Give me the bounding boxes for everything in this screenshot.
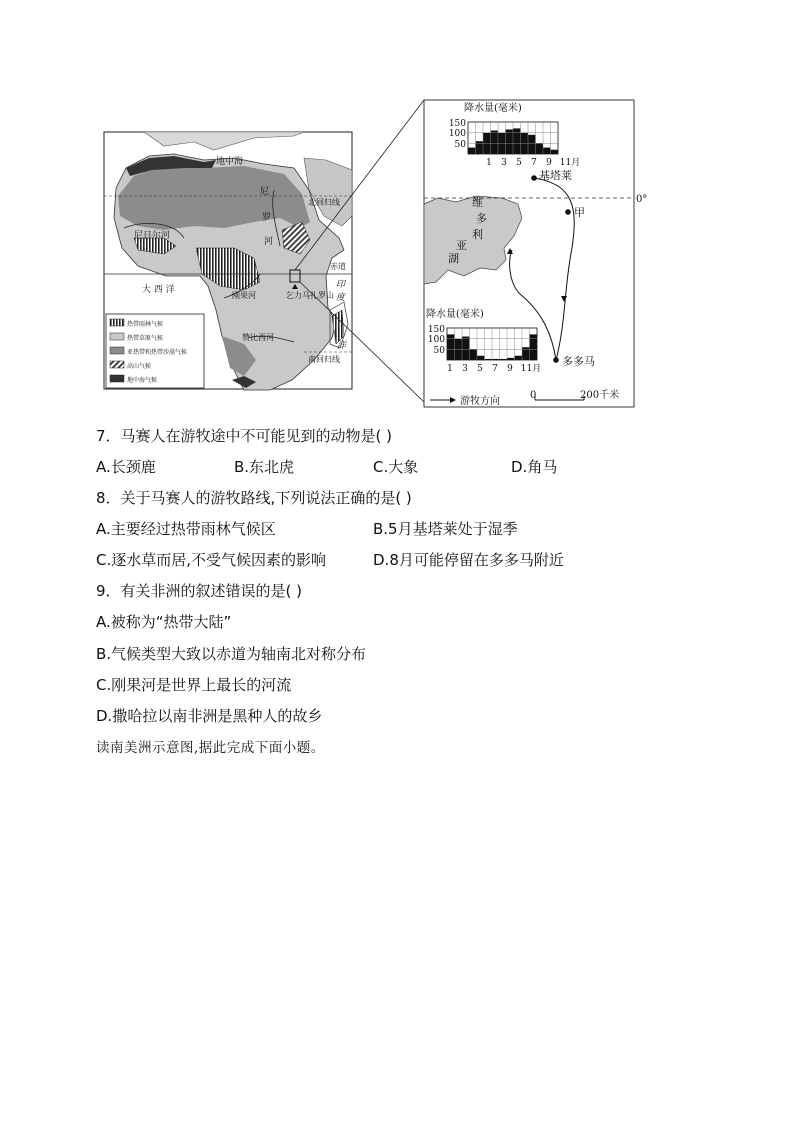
chart-kitale-bar-10: [536, 143, 544, 154]
label-congo: 刚果河: [232, 291, 256, 300]
question-8-option-c[interactable]: C.逐水草而居,不受气候因素的影响: [96, 551, 327, 569]
chart-kitale-bar-6: [506, 129, 514, 154]
label-indian-1: 印: [336, 280, 346, 290]
lake-label-4: 亚: [456, 239, 467, 252]
label-tropic-north: 北回归线: [308, 198, 340, 207]
chart-top-ytick-150: 150: [448, 119, 466, 129]
question-9-stem: 9．有关非洲的叙述错误的是( ): [96, 582, 303, 600]
place-label-jia: 甲: [574, 206, 585, 219]
label-tropic-south: 南回归线: [308, 355, 340, 364]
lake-label-2: 多: [476, 212, 487, 225]
question-8-option-b[interactable]: B.5月基塔莱处于湿季: [373, 520, 518, 538]
chart-kitale-bar-4: [491, 131, 499, 154]
lake-label-3: 利: [472, 228, 483, 241]
chart-dodoma-bar-5: [477, 356, 485, 360]
chart-kitale-bar-7: [513, 128, 521, 154]
chart-top-ytick-100: 100: [448, 129, 466, 139]
chart-top-title: 降水量(毫米): [464, 103, 522, 114]
legend-label-highland: 高山气候: [127, 363, 152, 370]
legend-swatch-desert: [110, 347, 124, 354]
chart-bottom-xtick-5: 5: [477, 364, 483, 374]
question-9-option-b[interactable]: B.气候类型大致以赤道为轴南北对称分布: [96, 645, 367, 663]
question-9-option-a[interactable]: A.被称为“热带大陆”: [96, 613, 232, 631]
place-label-kitale: 基塔莱: [539, 169, 572, 182]
lake-label-1: 维: [472, 196, 483, 209]
chart-top-xtick-1: 1: [486, 158, 492, 168]
lake-label-5: 湖: [448, 252, 459, 265]
label-mediterranean: 地中海: [216, 157, 244, 167]
chart-dodoma-bar-4: [470, 349, 478, 360]
chart-dodoma-bar-1: [447, 334, 455, 360]
question-9-option-c[interactable]: C.刚果河是世界上最长的河流: [96, 676, 292, 694]
place-label-dodoma: 多多马: [562, 355, 595, 368]
label-niger: 尼日尔河: [134, 231, 171, 241]
chart-bottom-xtick-1: 1: [447, 364, 453, 374]
legend-swatch-highland: [110, 361, 124, 368]
legend-swatch-rainforest: [110, 319, 124, 326]
question-7-option-a[interactable]: A.长颈鹿: [96, 458, 156, 476]
chart-top-ytick-50: 50: [454, 140, 466, 150]
label-equator: 赤道: [330, 262, 346, 271]
chart-bottom-xtick-3: 3: [462, 364, 468, 374]
chart-dodoma-bar-6: [485, 359, 493, 360]
label-nile-3: 河: [264, 237, 274, 247]
next-section-note: 读南美洲示意图,据此完成下面小题。: [96, 740, 325, 756]
label-nile-1: 尼: [260, 187, 270, 197]
question-7-option-d[interactable]: D.角马: [511, 458, 558, 476]
legend-arrow-label: 游牧方向: [460, 396, 500, 407]
chart-dodoma-bar-10: [515, 356, 523, 360]
question-8-option-a[interactable]: A.主要经过热带雨林气候区: [96, 520, 276, 538]
chart-kitale-bar-11: [543, 148, 551, 154]
question-7-option-b[interactable]: B.东北虎: [234, 458, 295, 476]
chart-dodoma-bar-3: [462, 337, 470, 360]
africa-figure: [104, 98, 648, 410]
label-nile-2: 罗: [262, 213, 272, 223]
inset-equator-label: 0°: [636, 194, 648, 205]
chart-kitale-bar-12: [551, 150, 559, 154]
question-8-stem: 8．关于马赛人的游牧路线,下列说法正确的是( ): [96, 489, 412, 507]
climate-legend: [106, 314, 204, 388]
place-marker-kitale: [531, 175, 537, 181]
chart-top-xtick-7: 7: [531, 158, 537, 168]
label-zambezi: 赞比西河: [242, 333, 274, 342]
inset-map: [424, 100, 647, 407]
legend-label-savanna: 热带草原气候: [127, 335, 164, 342]
question-7-stem: 7．马赛人在游牧途中不可能见到的动物是( ): [96, 427, 393, 445]
chart-dodoma-bar-7: [492, 359, 500, 360]
scale-value: 200千米: [580, 390, 620, 401]
figure-svg: [104, 98, 648, 410]
legend-label-desert: 亚热带和热带沙漠气候: [127, 349, 188, 356]
place-marker-dodoma: [553, 357, 559, 363]
legend-label-mediterranean: 地中海气候: [127, 377, 158, 384]
chart-bottom-xtick-9: 9: [507, 364, 513, 374]
label-indian-3: 洋: [337, 341, 347, 351]
place-marker-jia: [565, 209, 571, 215]
chart-kitale-bar-1: [468, 148, 476, 154]
chart-dodoma-bar-8: [500, 359, 508, 360]
scale-zero: 0: [530, 390, 537, 401]
legend-swatch-savanna: [110, 333, 124, 340]
chart-bottom-ytick-50: 50: [433, 346, 445, 356]
chart-kitale-bar-9: [528, 135, 536, 154]
label-atlantic: 大 西 洋: [142, 285, 175, 295]
question-9-option-d[interactable]: D.撒哈拉以南非洲是黑种人的故乡: [96, 707, 323, 725]
chart-top-xtick-11: 11月: [559, 158, 581, 168]
chart-top-xtick-3: 3: [501, 158, 507, 168]
chart-dodoma-bar-9: [507, 358, 515, 360]
chart-bottom-xtick-7: 7: [492, 364, 498, 374]
chart-bottom-xtick-11: 11月: [520, 364, 542, 374]
chart-dodoma-bar-12: [530, 334, 538, 360]
legend-swatch-mediterranean: [110, 375, 124, 382]
label-indian-2: 度: [336, 293, 346, 303]
chart-bottom-ytick-100: 100: [427, 335, 445, 345]
label-kilimanjaro: 乞力马扎罗山: [286, 291, 334, 300]
legend-label-rainforest: 热带雨林气候: [127, 321, 164, 328]
chart-top-xtick-5: 5: [516, 158, 522, 168]
chart-bottom-ytick-150: 150: [427, 325, 445, 335]
chart-top-xtick-9: 9: [546, 158, 552, 168]
chart-bottom-title: 降水量(毫米): [426, 309, 484, 320]
question-8-option-d[interactable]: D.8月可能停留在多多马附近: [373, 551, 564, 569]
question-7-option-c[interactable]: C.大象: [373, 458, 419, 476]
africa-map: [104, 132, 352, 390]
